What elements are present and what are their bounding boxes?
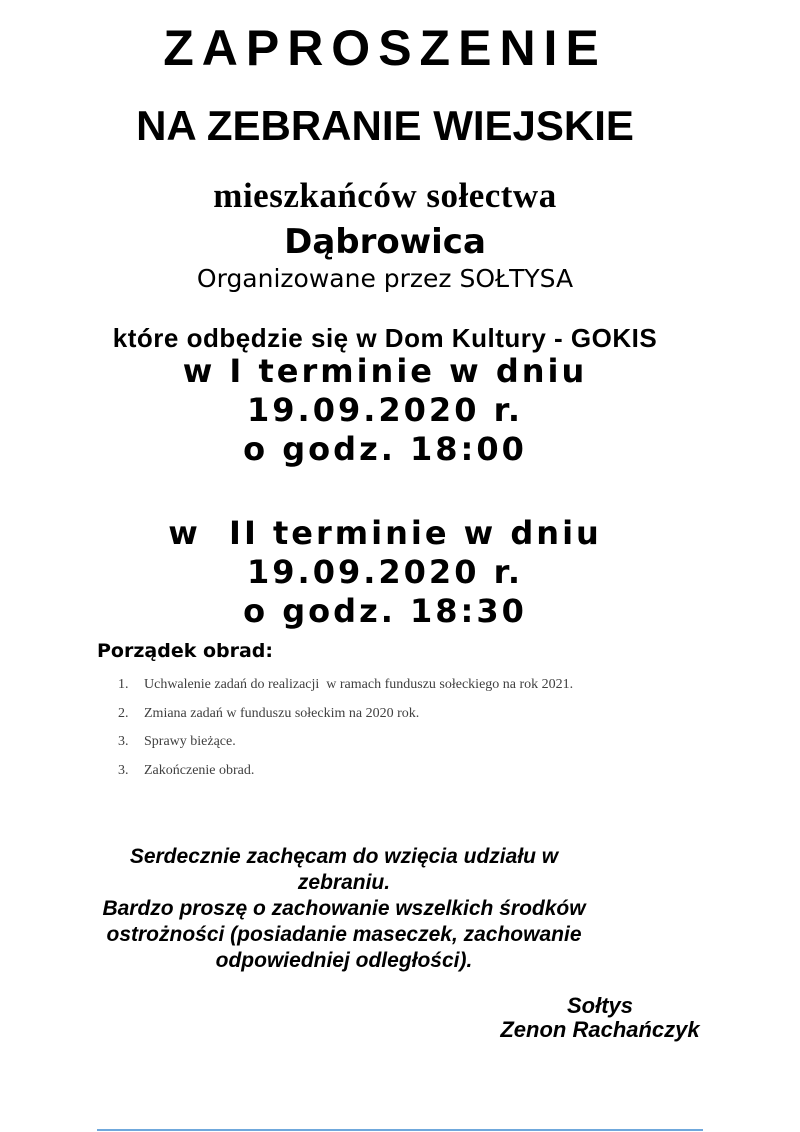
signature-block bbox=[440, 994, 760, 1042]
closing-line: ostrożności (posiadanie maseczek, zachowanie bbox=[106, 923, 582, 946]
agenda-item-number: 3. bbox=[118, 762, 129, 778]
closing-line: zebraniu. bbox=[297, 871, 391, 894]
page-title: ZAPROSZENIE bbox=[163, 20, 607, 76]
agenda-list bbox=[0, 671, 770, 785]
agenda-item bbox=[0, 671, 770, 700]
first-term-block bbox=[0, 352, 770, 469]
agenda-item-number: 3. bbox=[118, 734, 129, 749]
agenda-item bbox=[0, 700, 770, 729]
second-term-label: w II terminie w dniu bbox=[168, 514, 602, 552]
closing-line: Serdecznie zachęcam do wzięcia udziału w bbox=[129, 845, 559, 868]
signature-role: Sołtys bbox=[566, 993, 634, 1018]
closing-message bbox=[0, 844, 688, 974]
meeting-type-heading: NA ZEBRANIE WIEJSKIE bbox=[136, 102, 634, 149]
agenda-item-number: 2. bbox=[118, 705, 129, 721]
village-name: Dąbrowica bbox=[284, 222, 486, 262]
agenda-item-text: Uchwalenie zadań do realizacji w ramach funduszu sołeckiego na rok 2021. bbox=[144, 677, 574, 692]
first-term-date: 19.09.2020 r. bbox=[247, 391, 523, 429]
agenda-item-text: Sprawy bieżące. bbox=[144, 734, 236, 749]
agenda-title: Porządek obrad: bbox=[97, 640, 274, 662]
agenda-item-text: Zmiana zadań w funduszu sołeckim na 2020 rok. bbox=[144, 705, 420, 721]
agenda-item bbox=[0, 728, 770, 757]
venue-line: które odbędzie się w Dom Kultury - GOKIS bbox=[112, 323, 658, 353]
first-term-time: o godz. 18:00 bbox=[243, 430, 527, 468]
signature-name: Zenon Rachańczyk bbox=[500, 1017, 700, 1042]
agenda-item-number: 1. bbox=[118, 677, 129, 692]
second-term-date: 19.09.2020 r. bbox=[247, 553, 523, 591]
audience-line: mieszkańców sołectwa bbox=[213, 176, 557, 215]
closing-line: odpowiedniej odległości). bbox=[215, 949, 473, 972]
first-term-label: w I terminie w dniu bbox=[182, 352, 588, 390]
second-term-block bbox=[0, 514, 770, 631]
closing-line: Bardzo proszę o zachowanie wszelkich środków bbox=[102, 897, 586, 920]
bottom-accent-line bbox=[97, 1129, 703, 1131]
organizer-line: Organizowane przez SOŁTYSA bbox=[196, 264, 574, 293]
second-term-time: o godz. 18:30 bbox=[243, 592, 527, 630]
agenda-item-text: Zakończenie obrad. bbox=[144, 762, 255, 778]
agenda-item bbox=[0, 757, 770, 786]
